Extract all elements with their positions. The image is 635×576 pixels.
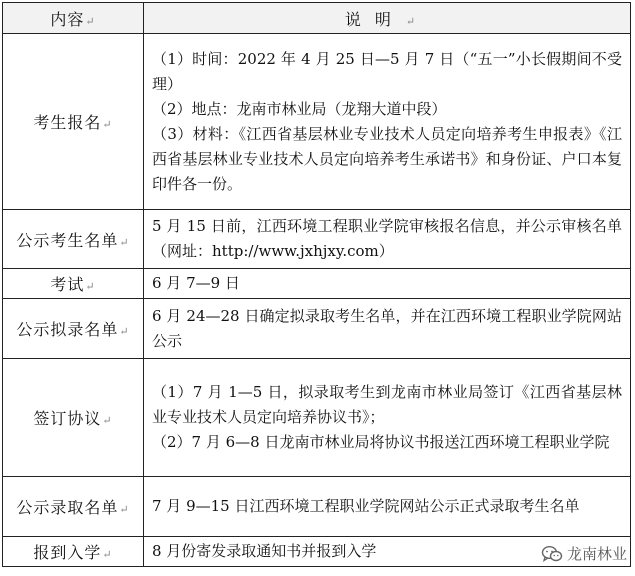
row-description-line: 5 月 15 日前，江西环境工程职业学院审核报名信息，并公示审核名单（网址：http://www.jxhjxy.com） [152,217,622,260]
row-label-cell [3,299,144,359]
row-label: 公示录取名单 [16,498,119,517]
row-description-cell [144,359,631,477]
paragraph-mark-icon: ↵ [102,118,113,131]
row-label: 签订协议 [33,409,102,428]
row-description-line: 6 月 7—9 日 [152,274,240,292]
row-label: 报到入学 [33,543,102,562]
table-row [3,210,631,269]
paragraph-mark-icon: ↵ [85,14,96,28]
row-label: 考试 [50,275,85,294]
row-label: 公示考生名单 [16,230,119,250]
watermark [539,543,629,564]
row-description-cell [144,210,631,269]
row-label-cell [3,477,144,537]
row-label-cell [3,269,144,299]
row-label-cell [3,359,144,477]
header-content-text: 内容 [50,9,85,29]
row-description-line: （2）7 月 6—8 日龙南市林业局将协议书报送江西环境工程职业学院 [152,433,610,451]
wechat-icon [541,545,563,563]
row-description-line: （1）时间：2022 年 4 月 25 日—5 月 7 日（“五一”小长假期间不受理） [152,49,622,93]
schedule-table [2,2,631,567]
row-description-line: （3）材料：《江西省基层林业专业技术人员定向培养考生申报表》《江西省基层林业专业技术人员定向培养考生承诺书》和身份证、户口本复印件各一份。 [152,124,622,193]
paragraph-mark-icon: ↵ [102,414,113,427]
row-description-line: 7 月 9—15 日江西环境工程职业学院网站公示正式录取考生名单 [152,497,580,515]
row-description-cell [144,477,631,537]
table-row [3,477,631,537]
table-row [3,34,631,210]
row-description-cell [144,299,631,359]
row-label-cell [3,537,144,567]
table-row [3,537,631,567]
table-row [3,359,631,477]
header-description-text: 说明 [344,9,405,29]
row-description-line: 8 月份寄发录取通知书并报到入学 [152,542,377,560]
row-label: 考生报名 [33,113,102,132]
paragraph-mark-icon: ↵ [119,503,130,516]
paragraph-mark-icon: ↵ [119,325,130,338]
watermark-text: 龙南林业 [566,545,627,563]
row-description-cell [144,269,631,299]
row-label-cell [3,34,144,210]
table-row [3,299,631,359]
row-label-cell [3,210,144,269]
row-description-line: 6 月 24—28 日确定拟录取考生名单，并在江西环境工程职业学院网站公示 [152,306,622,350]
row-description-cell [144,34,631,210]
table-row [3,269,631,299]
paragraph-mark-icon: ↵ [85,280,96,293]
paragraph-mark-icon: ↵ [102,548,113,561]
row-description-line: （2）地点：龙南市林业局（龙翔大道中段） [152,99,447,118]
paragraph-mark-icon: ↵ [405,14,430,28]
table-header-row [3,3,631,34]
row-label: 公示拟录名单 [16,320,119,339]
header-content-cell [3,3,144,34]
row-description-line: （1）7 月 1—5 日，拟录取考生到龙南市林业局签订《江西省基层林业专业技术人员定向培养协议书》； [152,383,622,426]
header-description-cell [144,3,631,34]
paragraph-mark-icon: ↵ [119,235,130,249]
